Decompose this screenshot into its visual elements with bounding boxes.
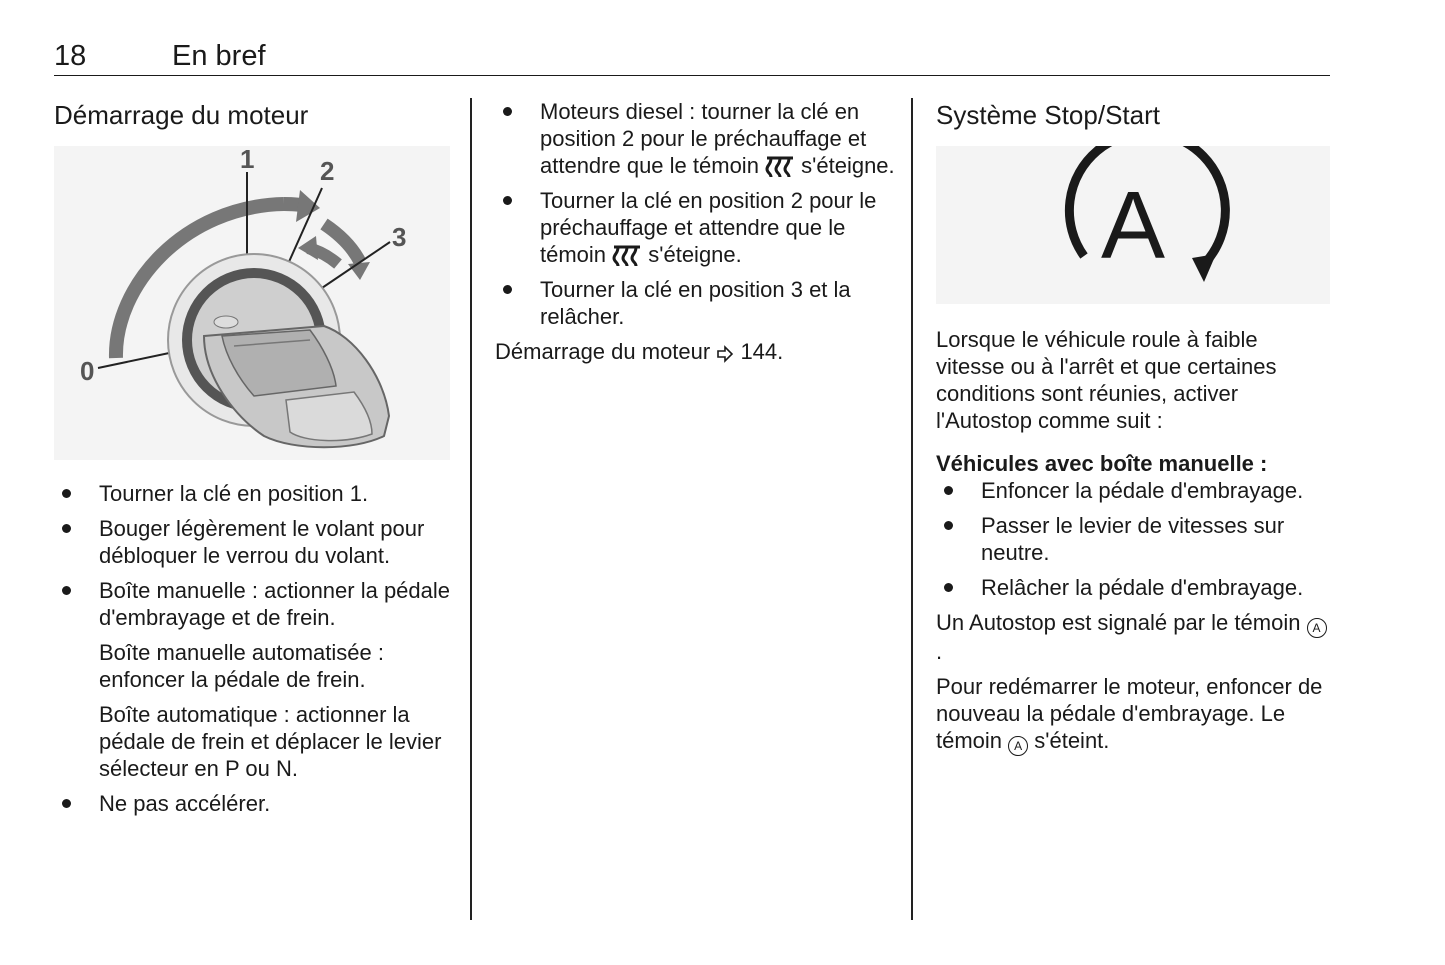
column-divider-right <box>911 98 913 920</box>
section-title: En bref <box>172 40 266 72</box>
left-section-title: Démarrage du moteur <box>54 100 309 130</box>
list-item: Bouger légèrement le volant pour débloquer le verrou du volant. <box>54 515 454 569</box>
list-item: Moteurs diesel : tourner la clé en position 2 pour le préchauffage et attendre que le témoin s'éteigne. <box>495 98 895 179</box>
left-bullet-list <box>54 480 454 817</box>
autostop-figure <box>936 146 1330 304</box>
right-column <box>936 98 1331 764</box>
autostop-letter: A <box>1101 172 1166 279</box>
position-label-3: 3 <box>392 222 407 252</box>
cross-reference[interactable]: Démarrage du moteur 144. <box>495 339 784 364</box>
list-item: Enfoncer la pédale d'embrayage. <box>936 477 1331 504</box>
ignition-lock-icon <box>54 146 450 460</box>
position-label-0: 0 <box>80 356 95 386</box>
intro-paragraph: Lorsque le véhicule roule à faible vitesse ou à l'arrêt et que certaines conditions sont réunies, activer l'Autostop comme suit : <box>936 327 1277 433</box>
right-bullet-list <box>936 477 1331 601</box>
right-section-title: Système Stop/Start <box>936 100 1160 130</box>
sub-paragraph: Boîte automatique : actionner la pédale de frein et déplacer le levier sélecteur en P ou N. <box>99 702 442 781</box>
column-divider-left <box>470 98 472 920</box>
restart-paragraph: Pour redémarrer le moteur, enfoncer de nouveau la pédale d'embrayage. Le témoin A s'éteint. <box>936 673 1331 756</box>
list-item: Tourner la clé en position 3 et la relâcher. <box>495 276 895 330</box>
autostop-paragraph: Un Autostop est signalé par le témoin A. <box>936 609 1331 665</box>
autostop-indicator-icon: A <box>1307 618 1327 638</box>
header-divider <box>54 75 1330 76</box>
glow-plug-icon <box>612 244 642 266</box>
middle-column <box>495 98 895 373</box>
list-item: Ne pas accélérer. <box>54 790 454 817</box>
position-label-2: 2 <box>320 156 335 186</box>
arrow-reference-icon <box>716 345 734 363</box>
list-item: Tourner la clé en position 2 pour le préchauffage et attendre que le témoin s'éteigne. <box>495 187 895 268</box>
page-number: 18 <box>54 40 87 72</box>
middle-bullet-list <box>495 98 895 330</box>
glow-plug-icon <box>765 155 795 177</box>
ignition-key-figure <box>54 146 450 460</box>
position-label-1: 1 <box>240 144 255 174</box>
autostop-indicator-icon: A <box>1008 736 1028 756</box>
subheading: Véhicules avec boîte manuelle : <box>936 451 1268 476</box>
list-item: Tourner la clé en position 1. <box>54 480 454 507</box>
list-item: Boîte manuelle : actionner la pédale d'embrayage et de frein. Boîte manuelle automatisée : enfoncer la pédale de frein. Boîte automatique : actionner la pédale de frein et déplacer le levier sélecteur en P ou N. <box>54 577 454 782</box>
list-item: Passer le levier de vitesses sur neutre. <box>936 512 1331 566</box>
left-column <box>54 98 454 825</box>
list-item: Relâcher la pédale d'embrayage. <box>936 574 1331 601</box>
sub-paragraph: Boîte manuelle automatisée : enfoncer la pédale de frein. <box>99 640 384 692</box>
